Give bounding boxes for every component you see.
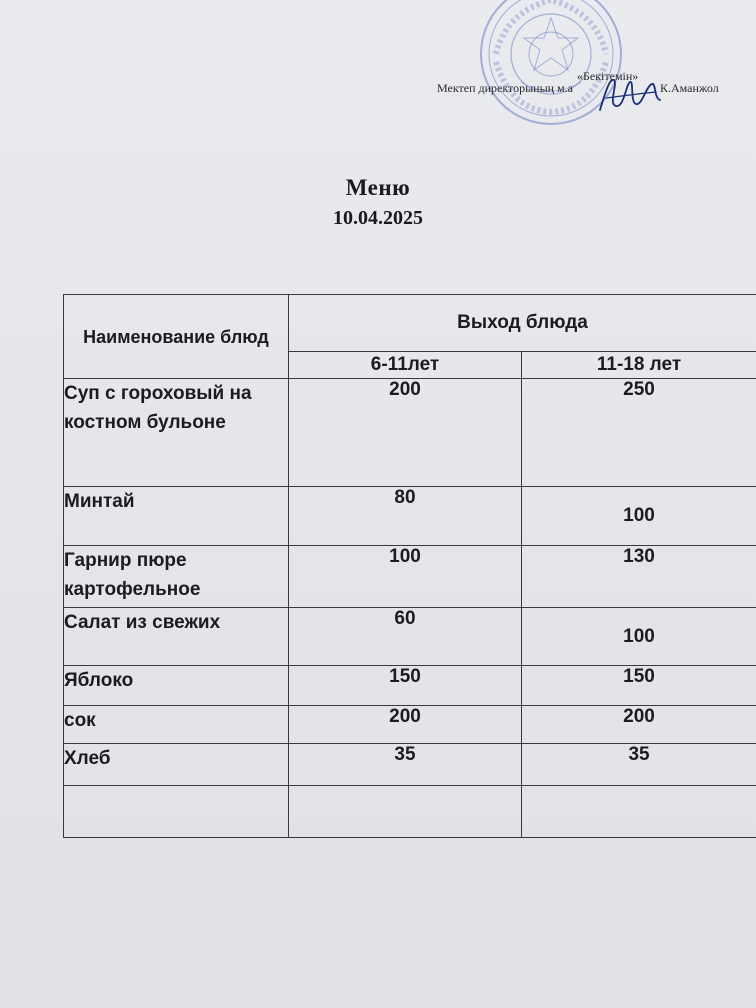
- portion-6-11: 200: [289, 706, 522, 744]
- dish-name: Яблоко: [64, 666, 289, 706]
- table-row: [64, 608, 756, 666]
- table-row: [64, 546, 756, 608]
- portion-11-18: [522, 786, 756, 838]
- dish-name: сок: [64, 706, 289, 744]
- portion-11-18: 130: [522, 546, 756, 608]
- portion-11-18: 200: [522, 706, 756, 744]
- dish-name: [64, 786, 289, 838]
- portion-6-11: 60: [289, 608, 522, 666]
- dish-name: Салат из свежих: [64, 608, 289, 666]
- table-row: [64, 706, 756, 744]
- table-row: [64, 666, 756, 706]
- table-row: [64, 786, 756, 838]
- menu-date: 10.04.2025: [333, 207, 423, 229]
- dish-name: Суп с гороховый на костном бульоне: [64, 379, 289, 487]
- portion-11-18: 100: [522, 487, 756, 546]
- approval-label: «Бекітемін»: [577, 69, 639, 83]
- header-age-6-11: 6-11лет: [289, 352, 522, 379]
- director-name: К.Аманжол: [660, 81, 719, 95]
- portion-11-18: 35: [522, 744, 756, 786]
- portion-11-18: 100: [522, 608, 756, 666]
- page-title: Меню: [345, 175, 411, 200]
- table-row: [64, 744, 756, 786]
- portion-6-11: 200: [289, 379, 522, 487]
- menu-table: [63, 294, 756, 838]
- table-row: [64, 379, 756, 487]
- portion-6-11: 100: [289, 546, 522, 608]
- dish-name: Хлеб: [64, 744, 289, 786]
- portion-11-18: 150: [522, 666, 756, 706]
- portion-11-18: 250: [522, 379, 756, 487]
- table-row: [64, 487, 756, 546]
- portion-6-11: 35: [289, 744, 522, 786]
- portion-6-11: 150: [289, 666, 522, 706]
- header-dish-name: Наименование блюд: [64, 295, 289, 379]
- signature-icon: [596, 70, 664, 116]
- dish-name: Минтай: [64, 487, 289, 546]
- dish-name: Гарнир пюре картофельное: [64, 546, 289, 608]
- portion-6-11: [289, 786, 522, 838]
- portion-6-11: 80: [289, 487, 522, 546]
- director-position: Мектеп директорының м.а: [437, 81, 574, 95]
- header-age-11-18: 11-18 лет: [522, 352, 756, 379]
- header-portion-output: Выход блюда: [289, 295, 756, 352]
